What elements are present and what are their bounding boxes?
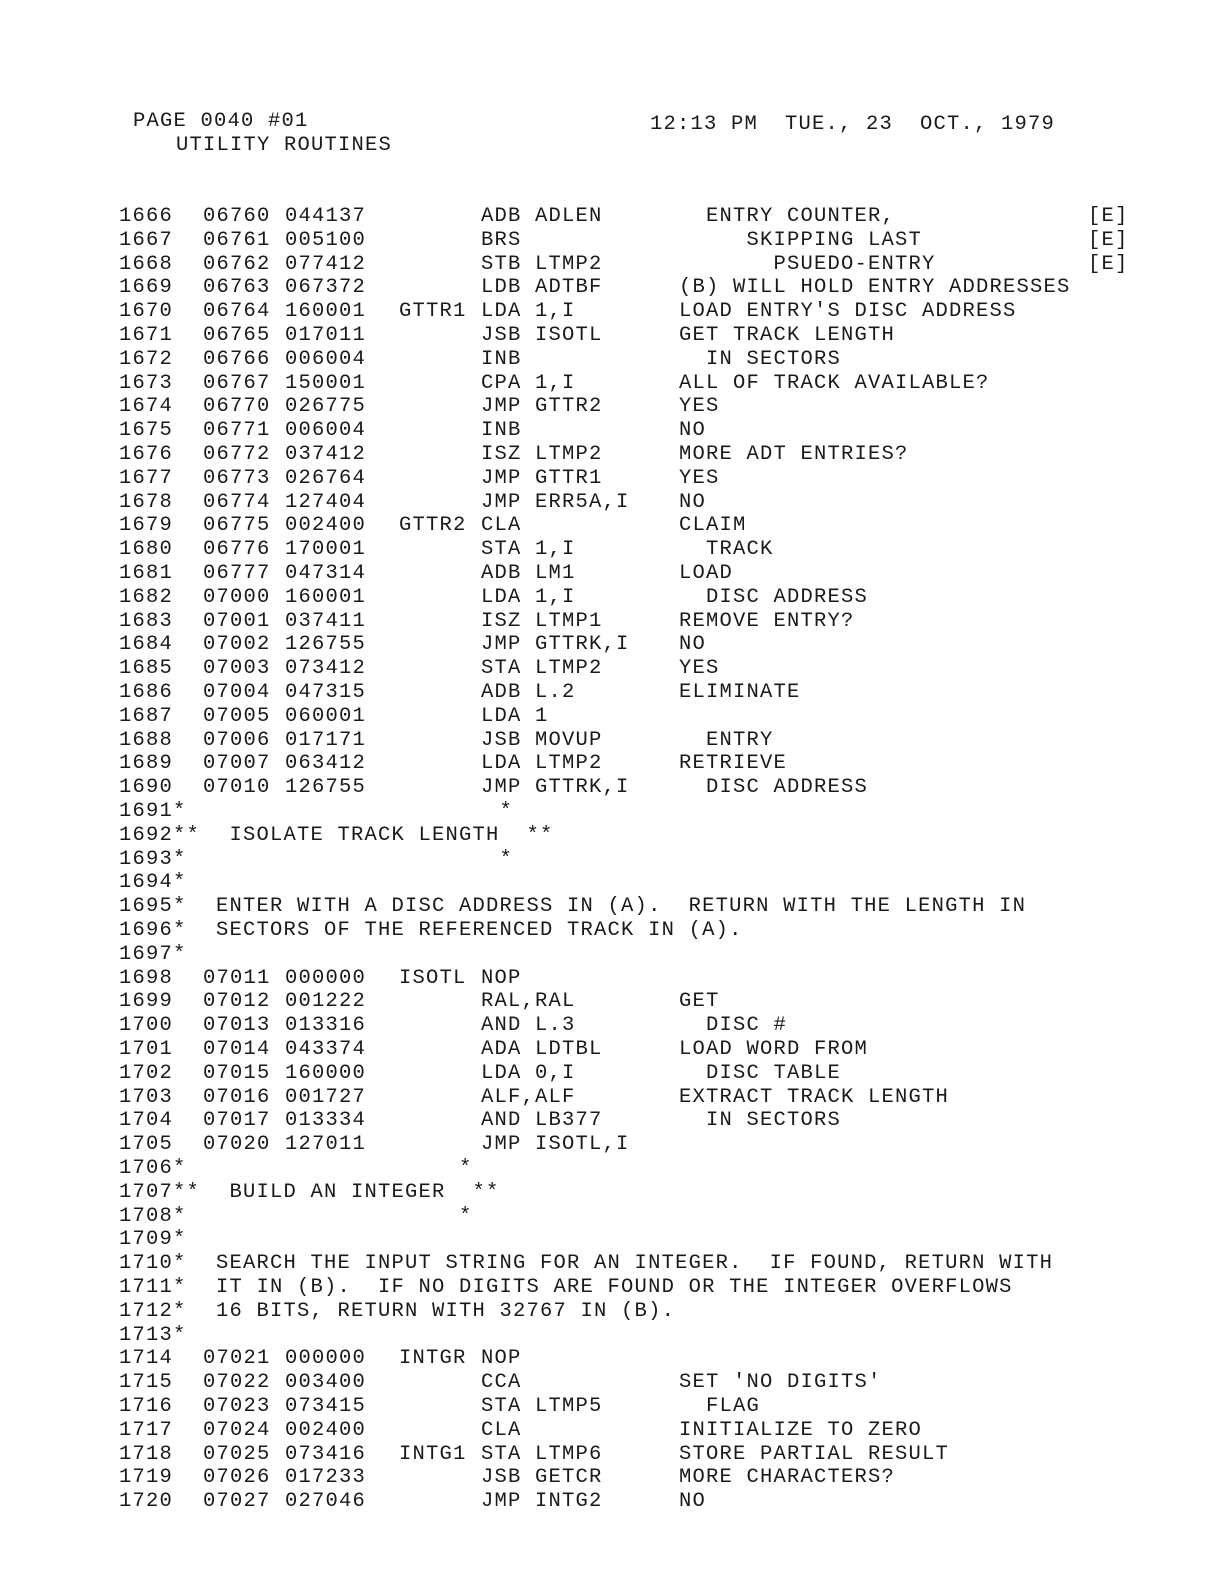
line-number: 1699 (119, 990, 174, 1014)
comment: PSUEDO-ENTRY (679, 252, 936, 276)
line-number: 1689 (119, 752, 174, 776)
instruction: NOP (481, 1347, 522, 1371)
comment: DISC ADDRESS (679, 776, 869, 800)
comment: DISC ADDRESS (679, 585, 869, 609)
section-title: UTILITY ROUTINES (176, 134, 393, 157)
comment-text: SECTORS OF THE REFERENCED TRACK IN (A). (216, 919, 743, 942)
line-number: 1679 (119, 514, 174, 538)
line-number: 1700 (119, 1014, 174, 1038)
address: 07015 (203, 1061, 271, 1085)
address: 06764 (203, 300, 271, 324)
object-code: 017011 (285, 324, 367, 347)
instruction: JMP GTTR1 (481, 466, 603, 490)
comment: GET TRACK LENGTH (679, 324, 896, 347)
address: 07022 (203, 1371, 271, 1395)
instruction: JMP GTTRK,I (481, 633, 630, 657)
address: 07013 (203, 1014, 271, 1038)
address: 06770 (203, 395, 271, 419)
line-number: 1688 (119, 728, 174, 752)
instruction: JSB ISOTL (481, 324, 603, 347)
instruction: INB (481, 347, 522, 371)
comment: GET (679, 990, 720, 1014)
comment: INITIALIZE TO ZERO (679, 1418, 923, 1442)
instruction: AND LB377 (481, 1109, 603, 1133)
instruction: STA LTMP2 (481, 657, 603, 681)
address: 07007 (203, 752, 271, 776)
label: GTTR2 (399, 514, 467, 538)
address: 07012 (203, 990, 271, 1014)
address: 06766 (203, 347, 271, 371)
line-number: 1707** (119, 1180, 201, 1204)
line-number: 1701 (119, 1038, 174, 1061)
line-number: 1670 (119, 300, 174, 324)
comment: RETRIEVE (679, 752, 788, 776)
address: 06775 (203, 514, 271, 538)
object-code: 013334 (285, 1109, 367, 1133)
print-timestamp: 12:13 PM TUE., 23 OCT., 1979 (650, 113, 1056, 136)
instruction: JSB GETCR (481, 1466, 603, 1490)
address: 07017 (203, 1109, 271, 1133)
instruction: ADA LDTBL (481, 1038, 603, 1061)
address: 07000 (203, 585, 271, 609)
line-number: 1710* (119, 1252, 187, 1276)
address: 06761 (203, 228, 271, 252)
line-number: 1691* (119, 800, 187, 823)
instruction: ISZ LTMP1 (481, 609, 603, 633)
line-number: 1682 (119, 585, 174, 609)
instruction: ISZ LTMP2 (481, 443, 603, 466)
comment: SKIPPING LAST (679, 228, 923, 252)
instruction: BRS (481, 228, 522, 252)
object-code: 005100 (285, 228, 367, 252)
object-code: 001222 (285, 990, 367, 1014)
instruction: JSB MOVUP (481, 728, 603, 752)
object-code: 027046 (285, 1490, 367, 1514)
comment: ENTRY (679, 728, 774, 752)
line-number: 1673 (119, 371, 174, 395)
address: 06767 (203, 371, 271, 395)
address: 07023 (203, 1395, 271, 1418)
object-code: 073415 (285, 1395, 367, 1418)
line-number: 1711* (119, 1276, 187, 1299)
address: 06763 (203, 276, 271, 300)
comment: NO (679, 1490, 707, 1514)
comment-text: BUILD AN INTEGER ** (216, 1180, 500, 1204)
line-number: 1685 (119, 657, 174, 681)
error-flag: [E] (1088, 252, 1129, 276)
comment: MORE ADT ENTRIES? (679, 443, 909, 466)
object-code: 026775 (285, 395, 367, 419)
comment: IN SECTORS (679, 347, 842, 371)
line-number: 1666 (119, 205, 174, 228)
comment-text: ENTER WITH A DISC ADDRESS IN (A). RETURN WITH THE LENGTH IN (216, 895, 1027, 919)
line-number: 1692** (119, 823, 201, 847)
line-number: 1719 (119, 1466, 174, 1490)
object-code: 017233 (285, 1466, 367, 1490)
line-number: 1693* (119, 847, 187, 871)
line-number: 1684 (119, 633, 174, 657)
object-code: 037411 (285, 609, 367, 633)
comment: STORE PARTIAL RESULT (679, 1442, 950, 1466)
address: 07027 (203, 1490, 271, 1514)
object-code: 006004 (285, 347, 367, 371)
line-number: 1713* (119, 1323, 187, 1347)
instruction: STA LTMP5 (481, 1395, 603, 1418)
line-number: 1677 (119, 466, 174, 490)
line-number: 1704 (119, 1109, 174, 1133)
instruction: STA 1,I (481, 538, 576, 562)
instruction: CLA (481, 514, 522, 538)
comment: CLAIM (679, 514, 747, 538)
line-number: 1694* (119, 871, 187, 895)
line-number: 1696* (119, 919, 187, 942)
instruction: CCA (481, 1371, 522, 1395)
object-code: 063412 (285, 752, 367, 776)
comment-text: * (216, 1157, 473, 1180)
line-number: 1703 (119, 1085, 174, 1109)
instruction: JMP ERR5A,I (481, 490, 630, 514)
object-code: 006004 (285, 419, 367, 443)
address: 07004 (203, 681, 271, 704)
address: 06774 (203, 490, 271, 514)
instruction: RAL,RAL (481, 990, 576, 1014)
comment: SET 'NO DIGITS' (679, 1371, 882, 1395)
instruction: LDA 1,I (481, 585, 576, 609)
address: 07006 (203, 728, 271, 752)
object-code: 127011 (285, 1133, 367, 1157)
line-number: 1712* (119, 1299, 187, 1323)
object-code: 013316 (285, 1014, 367, 1038)
instruction: ADB L.2 (481, 681, 576, 704)
instruction: LDA 1,I (481, 300, 576, 324)
page-number: PAGE 0040 #01 (133, 110, 309, 133)
line-number: 1683 (119, 609, 174, 633)
comment: ELIMINATE (679, 681, 801, 704)
object-code: 002400 (285, 1418, 367, 1442)
object-code: 043374 (285, 1038, 367, 1061)
line-number: 1687 (119, 704, 174, 728)
label: INTG1 (399, 1442, 467, 1466)
comment: LOAD ENTRY'S DISC ADDRESS (679, 300, 1017, 324)
comment: LOAD (679, 562, 734, 585)
object-code: 160001 (285, 300, 367, 324)
address: 07020 (203, 1133, 271, 1157)
instruction: AND L.3 (481, 1014, 576, 1038)
error-flag: [E] (1088, 228, 1129, 252)
object-code: 073416 (285, 1442, 367, 1466)
address: 06765 (203, 324, 271, 347)
instruction: STA LTMP6 (481, 1442, 603, 1466)
line-number: 1681 (119, 562, 174, 585)
comment: DISC TABLE (679, 1061, 842, 1085)
instruction: LDA 0,I (481, 1061, 576, 1085)
comment-text: 16 BITS, RETURN WITH 32767 IN (B). (216, 1299, 676, 1323)
comment: NO (679, 633, 707, 657)
line-number: 1676 (119, 443, 174, 466)
line-number: 1698 (119, 966, 174, 990)
line-number: 1702 (119, 1061, 174, 1085)
address: 07014 (203, 1038, 271, 1061)
object-code: 047314 (285, 562, 367, 585)
line-number: 1716 (119, 1395, 174, 1418)
comment-text: * (216, 847, 514, 871)
address: 06772 (203, 443, 271, 466)
object-code: 150001 (285, 371, 367, 395)
error-flag: [E] (1088, 205, 1129, 228)
instruction: JMP GTTR2 (481, 395, 603, 419)
instruction: ADB ADLEN (481, 205, 603, 228)
object-code: 077412 (285, 252, 367, 276)
object-code: 000000 (285, 1347, 367, 1371)
object-code: 126755 (285, 633, 367, 657)
object-code: 067372 (285, 276, 367, 300)
instruction: STB LTMP2 (481, 252, 603, 276)
comment: YES (679, 466, 720, 490)
address: 06773 (203, 466, 271, 490)
line-number: 1706* (119, 1157, 187, 1180)
comment: NO (679, 490, 707, 514)
address: 06776 (203, 538, 271, 562)
address: 07003 (203, 657, 271, 681)
address: 07016 (203, 1085, 271, 1109)
line-number: 1674 (119, 395, 174, 419)
line-number: 1678 (119, 490, 174, 514)
instruction: LDA LTMP2 (481, 752, 603, 776)
object-code: 073412 (285, 657, 367, 681)
object-code: 160000 (285, 1061, 367, 1085)
comment: ENTRY COUNTER, (679, 205, 896, 228)
object-code: 126755 (285, 776, 367, 800)
label: GTTR1 (399, 300, 467, 324)
instruction: LDB ADTBF (481, 276, 603, 300)
label: INTGR (399, 1347, 467, 1371)
line-number: 1720 (119, 1490, 174, 1514)
instruction: NOP (481, 966, 522, 990)
label: ISOTL (399, 966, 467, 990)
address: 07010 (203, 776, 271, 800)
comment: TRACK (679, 538, 774, 562)
comment-text: SEARCH THE INPUT STRING FOR AN INTEGER. IF FOUND, RETURN WITH (216, 1252, 1054, 1276)
instruction: INB (481, 419, 522, 443)
line-number: 1668 (119, 252, 174, 276)
address: 07002 (203, 633, 271, 657)
object-code: 017171 (285, 728, 367, 752)
comment-text: * (216, 800, 514, 823)
comment: REMOVE ENTRY? (679, 609, 855, 633)
comment: FLAG (679, 1395, 761, 1418)
address: 07005 (203, 704, 271, 728)
line-number: 1718 (119, 1442, 174, 1466)
comment-text: ISOLATE TRACK LENGTH ** (216, 823, 554, 847)
object-code: 047315 (285, 681, 367, 704)
instruction: CLA (481, 1418, 522, 1442)
address: 06762 (203, 252, 271, 276)
comment: (B) WILL HOLD ENTRY ADDRESSES (679, 276, 1071, 300)
line-number: 1669 (119, 276, 174, 300)
instruction: JMP ISOTL,I (481, 1133, 630, 1157)
object-code: 160001 (285, 585, 367, 609)
line-number: 1686 (119, 681, 174, 704)
address: 06760 (203, 205, 271, 228)
line-number: 1714 (119, 1347, 174, 1371)
line-number: 1717 (119, 1418, 174, 1442)
instruction: ADB LM1 (481, 562, 576, 585)
line-number: 1697* (119, 942, 187, 966)
line-number: 1671 (119, 324, 174, 347)
object-code: 037412 (285, 443, 367, 466)
line-number: 1709* (119, 1228, 187, 1252)
instruction: ALF,ALF (481, 1085, 576, 1109)
comment: MORE CHARACTERS? (679, 1466, 896, 1490)
instruction: JMP INTG2 (481, 1490, 603, 1514)
instruction: LDA 1 (481, 704, 549, 728)
comment: IN SECTORS (679, 1109, 842, 1133)
line-number: 1715 (119, 1371, 174, 1395)
address: 07001 (203, 609, 271, 633)
object-code: 003400 (285, 1371, 367, 1395)
address: 07021 (203, 1347, 271, 1371)
object-code: 170001 (285, 538, 367, 562)
comment: YES (679, 657, 720, 681)
object-code: 044137 (285, 205, 367, 228)
line-number: 1667 (119, 228, 174, 252)
comment: YES (679, 395, 720, 419)
address: 07025 (203, 1442, 271, 1466)
line-number: 1695* (119, 895, 187, 919)
address: 06777 (203, 562, 271, 585)
instruction: JMP GTTRK,I (481, 776, 630, 800)
object-code: 002400 (285, 514, 367, 538)
line-number: 1705 (119, 1133, 174, 1157)
comment: EXTRACT TRACK LENGTH (679, 1085, 950, 1109)
comment: ALL OF TRACK AVAILABLE? (679, 371, 990, 395)
comment-text: IT IN (B). IF NO DIGITS ARE FOUND OR THE INTEGER OVERFLOWS (216, 1276, 1013, 1299)
line-number: 1672 (119, 347, 174, 371)
comment: LOAD WORD FROM (679, 1038, 869, 1061)
line-number: 1680 (119, 538, 174, 562)
address: 07026 (203, 1466, 271, 1490)
object-code: 000000 (285, 966, 367, 990)
object-code: 001727 (285, 1085, 367, 1109)
object-code: 127404 (285, 490, 367, 514)
address: 06771 (203, 419, 271, 443)
comment: DISC # (679, 1014, 788, 1038)
instruction: CPA 1,I (481, 371, 576, 395)
address: 07011 (203, 966, 271, 990)
comment-text: * (216, 1204, 473, 1228)
line-number: 1690 (119, 776, 174, 800)
comment: NO (679, 419, 707, 443)
object-code: 026764 (285, 466, 367, 490)
address: 07024 (203, 1418, 271, 1442)
object-code: 060001 (285, 704, 367, 728)
line-number: 1675 (119, 419, 174, 443)
line-number: 1708* (119, 1204, 187, 1228)
